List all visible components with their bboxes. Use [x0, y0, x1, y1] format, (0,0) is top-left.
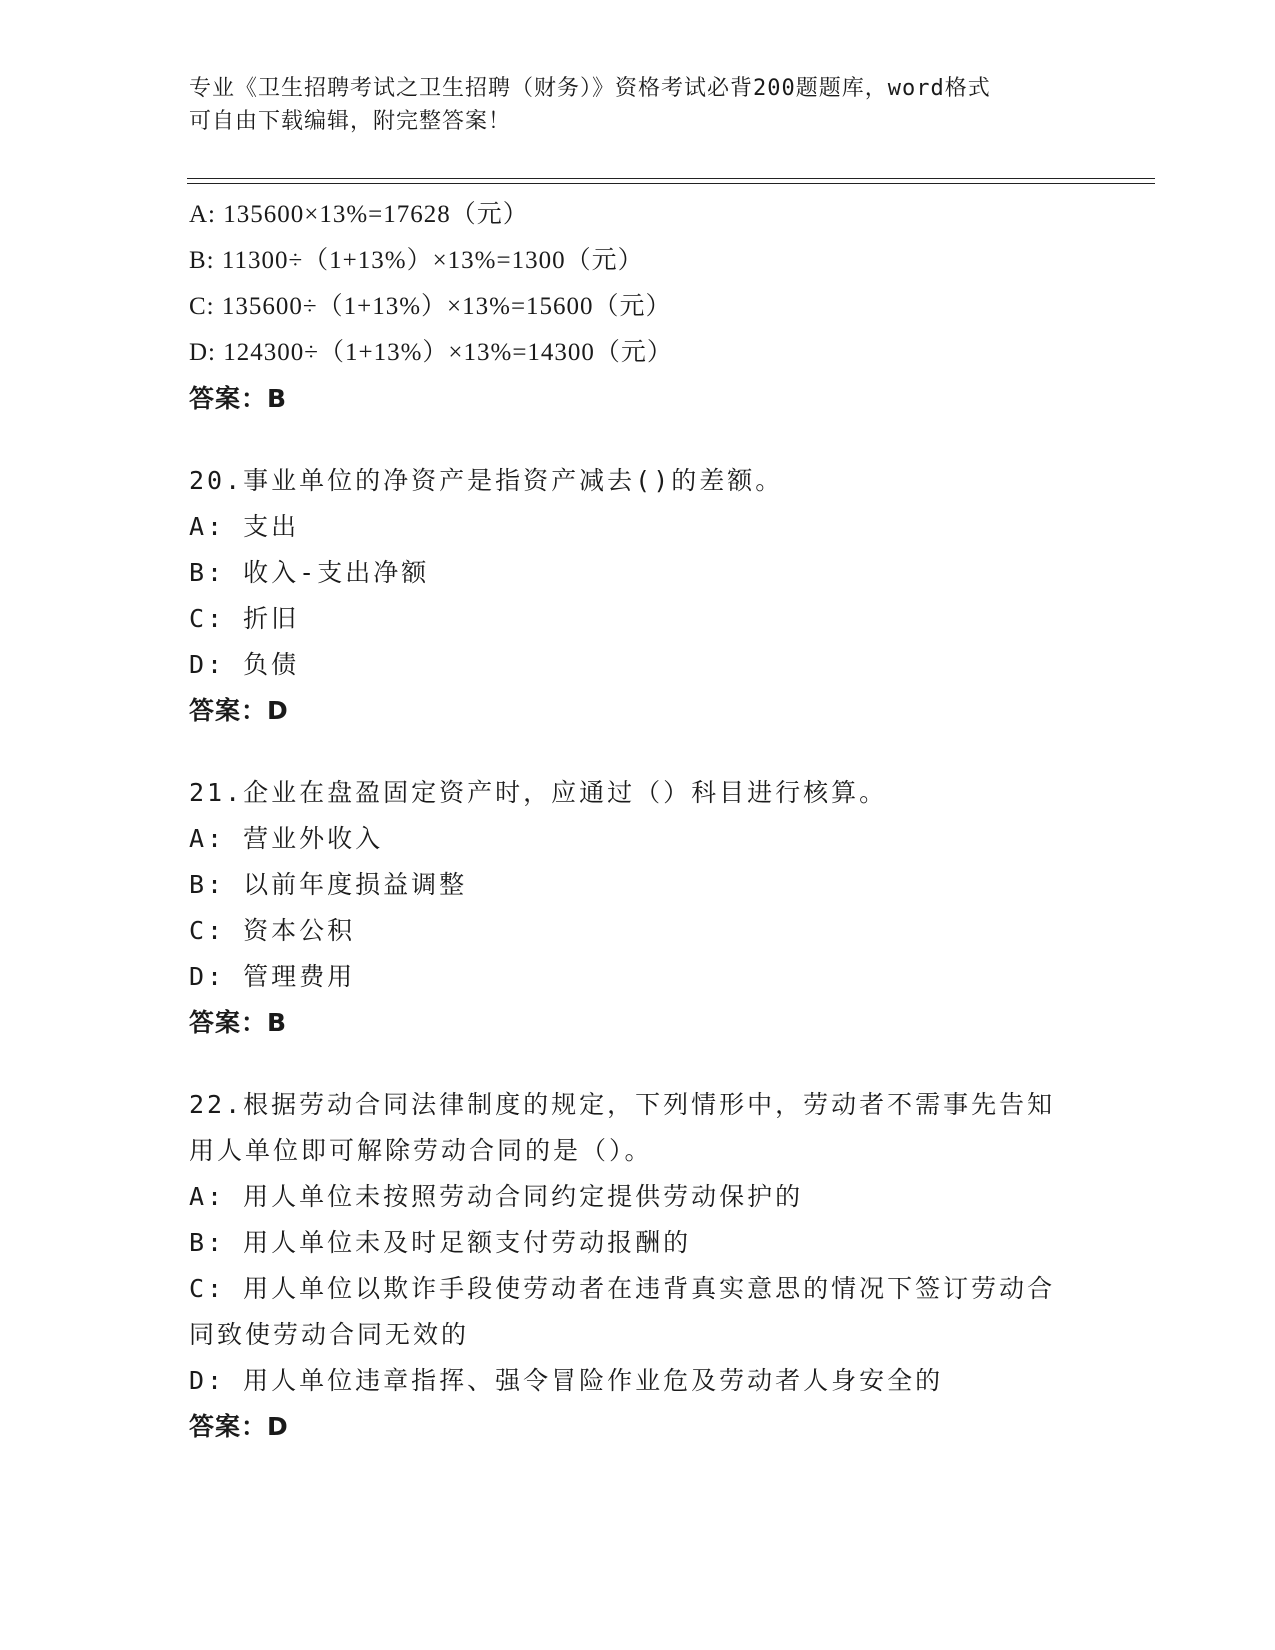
question-21 — [189, 770, 1089, 1046]
question-22 — [189, 1082, 1089, 1450]
option-b: B: 以前年度损益调整 — [189, 870, 468, 899]
question-text-line-1: 22.根据劳动合同法律制度的规定，下列情形中，劳动者不需事先告知 — [189, 1090, 1056, 1119]
option-a: A: 用人单位未按照劳动合同约定提供劳动保护的 — [189, 1182, 804, 1211]
option-c: C: 用人单位以欺诈手段使劳动者在违背真实意思的情况下签订劳动合 — [189, 1274, 1056, 1303]
option-d: D: 124300÷（1+13%）×13%=14300（元） — [189, 339, 673, 366]
document-header — [189, 72, 1089, 138]
answer: 答案：B — [189, 384, 288, 413]
option-c: C: 资本公积 — [189, 916, 356, 945]
option-d: D: 负债 — [189, 650, 300, 679]
question-text: 21.企业在盘盈固定资产时，应通过（）科目进行核算。 — [189, 778, 888, 807]
header-title-line-2: 可自由下载编辑，附完整答案！ — [189, 109, 512, 134]
header-title-line-1: 专业《卫生招聘考试之卫生招聘（财务）》资格考试必背200题题库，word格式 — [189, 76, 991, 101]
option-b: B: 11300÷（1+13%）×13%=1300（元） — [189, 247, 644, 274]
option-c: C: 135600÷（1+13%）×13%=15600（元） — [189, 293, 672, 320]
option-a: A: 营业外收入 — [189, 824, 384, 853]
question-text-line-2: 用人单位即可解除劳动合同的是（）。 — [189, 1136, 653, 1165]
option-a: A: 135600×13%=17628（元） — [189, 201, 529, 228]
answer: 答案：B — [189, 1008, 288, 1037]
question-20 — [189, 458, 1089, 734]
question-text: 20.事业单位的净资产是指资产减去()的差额。 — [189, 466, 784, 495]
answer: 答案：D — [189, 1412, 289, 1441]
option-b: B: 收入-支出净额 — [189, 558, 430, 587]
option-c-continued: 同致使劳动合同无效的 — [189, 1320, 470, 1349]
option-b: B: 用人单位未及时足额支付劳动报酬的 — [189, 1228, 692, 1257]
option-d: D: 管理费用 — [189, 962, 356, 991]
header-divider-top — [187, 178, 1155, 179]
question-list — [189, 192, 1089, 1450]
question-19 — [189, 192, 1089, 422]
header-divider-bottom — [187, 183, 1155, 184]
option-a: A: 支出 — [189, 512, 300, 541]
answer: 答案：D — [189, 696, 289, 725]
option-d: D: 用人单位违章指挥、强令冒险作业危及劳动者人身安全的 — [189, 1366, 944, 1395]
option-c: C: 折旧 — [189, 604, 300, 633]
